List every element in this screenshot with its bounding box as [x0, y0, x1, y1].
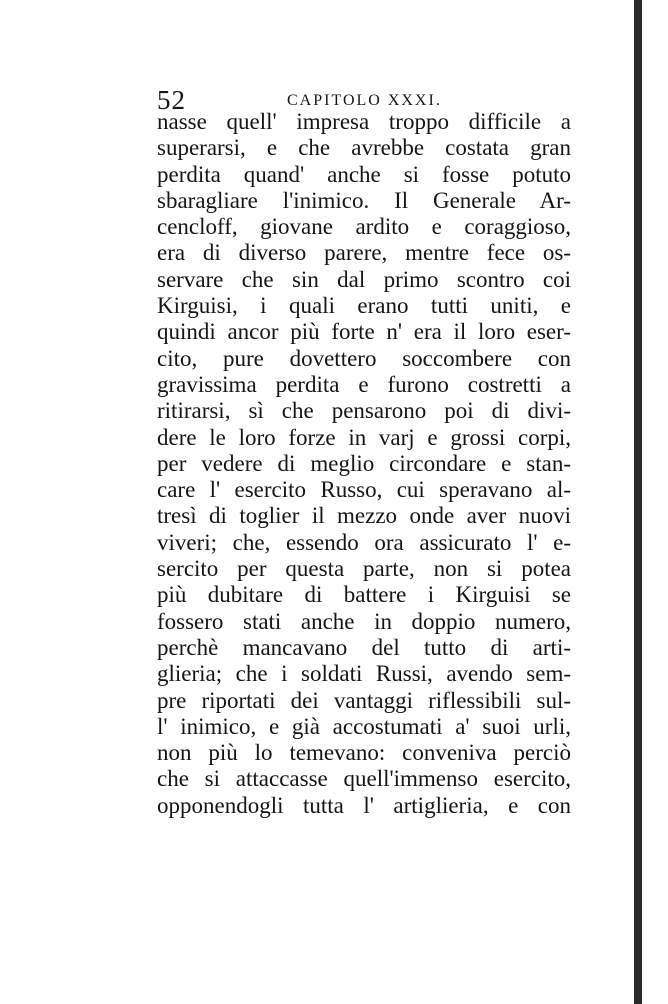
text-line: gravissima perdita e furono costretti a	[157, 371, 571, 397]
running-head: CAPITOLO XXXI.	[287, 92, 442, 109]
text-line: cito, pure dovettero soccombere con	[157, 345, 571, 371]
text-line: sercito per questa parte, non si potea	[157, 556, 571, 582]
text-line: per vedere di meglio circondare e stan-	[157, 450, 571, 476]
text-line: opponendogli tutta l' artiglieria, e con	[157, 792, 571, 818]
text-line: glieria; che i soldati Russi, avendo sem-	[157, 661, 571, 687]
text-line: quindi ancor più forte n' era il loro eser-	[157, 319, 571, 345]
text-line: pre riportati dei vantaggi riflessibili sul-	[157, 687, 571, 713]
text-line: tresì di toglier il mezzo onde aver nuovi	[157, 503, 571, 529]
text-line: non più lo temevano: conveniva perciò	[157, 740, 571, 766]
page-edge-shadow	[634, 0, 642, 1004]
text-line: perdita quand' anche si fosse potuto	[157, 161, 571, 187]
text-line: sbaragliare l'inimico. Il Generale Ar-	[157, 187, 571, 213]
text-line: servare che sin dal primo scontro coi	[157, 266, 571, 292]
text-line: che si attaccasse quell'immenso esercito,	[157, 766, 571, 792]
body-text	[157, 108, 571, 818]
text-line: più dubitare di battere i Kirguisi se	[157, 582, 571, 608]
text-line: viveri; che, essendo ora assicurato l' e-	[157, 529, 571, 555]
text-line: care l' esercito Russo, cui speravano al-	[157, 477, 571, 503]
text-line: superarsi, e che avrebbe costata gran	[157, 135, 571, 161]
text-line: ritirarsi, sì che pensarono poi di divi-	[157, 398, 571, 424]
text-line: nasse quell' impresa troppo difficile a	[157, 109, 571, 134]
text-line: l' inimico, e già accostumati a' suoi urli,	[157, 713, 571, 739]
text-line: perchè mancavano del tutto di arti-	[157, 634, 571, 660]
page-number: 52	[157, 85, 186, 115]
text-line: cencloff, giovane ardito e coraggioso,	[157, 214, 571, 240]
text-line: fossero stati anche in doppio numero,	[157, 608, 571, 634]
text-line: era di diverso parere, mentre fece os-	[157, 240, 571, 266]
text-line: dere le loro forze in varj e grossi corpi,	[157, 424, 571, 450]
text-line: Kirguisi, i quali erano tutti uniti, e	[157, 293, 571, 319]
